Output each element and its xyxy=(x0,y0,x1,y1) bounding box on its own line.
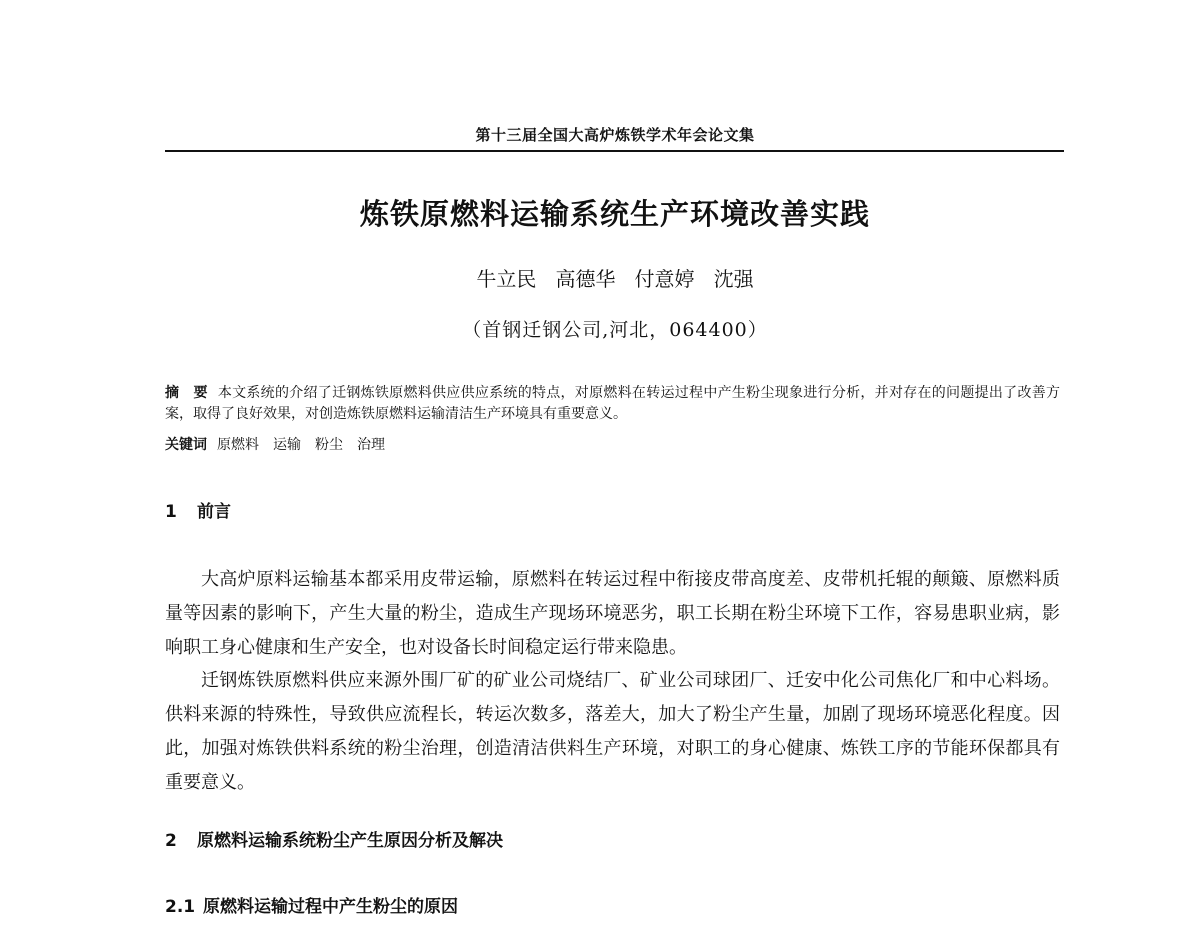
subsection-heading xyxy=(165,892,458,917)
author-name: 沈强 xyxy=(713,267,754,291)
section-heading xyxy=(165,826,503,851)
body-paragraph: 大高炉原料运输基本都采用皮带运输，原燃料在转运过程中衔接皮带高度差、皮带机托辊的颠簸、原燃料质量等因素的影响下，产生大量的粉尘，造成生产现场环境恶劣，职工长期在粉尘环境下工作，容易患职业病，影响职工身心健康和生产安全，也对设备长时间稳定运行带来隐患。 xyxy=(165,569,1060,658)
abstract-text: 本文系统的介绍了迁钢炼铁原燃料供应供应系统的特点，对原燃料在转运过程中产生粉尘现象进行分析，并对存在的问题提出了改善方案，取得了良好效果，对创造炼铁原燃料运输清洁生产环境具有重要意义。 xyxy=(165,385,1061,422)
section-title: 前言 xyxy=(197,502,231,522)
paper-title: 炼铁原燃料运输系统生产环境改善实践 xyxy=(359,197,870,231)
body-paragraph: 迁钢炼铁原燃料供应来源外围厂矿的矿业公司烧结厂、矿业公司球团厂、迁安中化公司焦化厂和中心料场。供料来源的特殊性，导致供应流程长，转运次数多，落差大，加大了粉尘产生量，加剧了现场环境恶化程度。因此，加强对炼铁供料系统的粉尘治理，创造清洁供料生产环境，对职工的身心健康、炼铁工序的节能环保都具有重要意义。 xyxy=(165,670,1060,793)
keyword: 粉尘 xyxy=(315,437,343,453)
author-name: 高德华 xyxy=(555,267,616,291)
abstract-label: 摘 要 xyxy=(165,385,208,401)
keyword: 原燃料 xyxy=(217,437,259,453)
section-heading xyxy=(165,497,231,522)
author-list xyxy=(0,263,1200,292)
keyword: 运输 xyxy=(273,437,301,453)
author-affiliation: （首钢迁钢公司,河北，064400） xyxy=(462,319,768,341)
subsection-number: 2.1 xyxy=(165,897,196,917)
section-title: 原燃料运输系统粉尘产生原因分析及解决 xyxy=(197,831,503,851)
section-number: 2 xyxy=(165,831,177,851)
keyword: 治理 xyxy=(357,437,385,453)
subsection-title: 原燃料运输过程中产生粉尘的原因 xyxy=(203,897,458,917)
abstract xyxy=(165,383,1060,425)
section-number: 1 xyxy=(165,502,177,522)
header-divider xyxy=(165,150,1064,152)
author-name: 牛立民 xyxy=(476,267,537,291)
proceedings-header-title: 第十三届全国大高炉炼铁学术年会论文集 xyxy=(475,126,755,144)
keywords-label: 关键词 xyxy=(165,437,207,453)
keywords xyxy=(165,435,1060,456)
author-name: 付意婷 xyxy=(634,267,695,291)
